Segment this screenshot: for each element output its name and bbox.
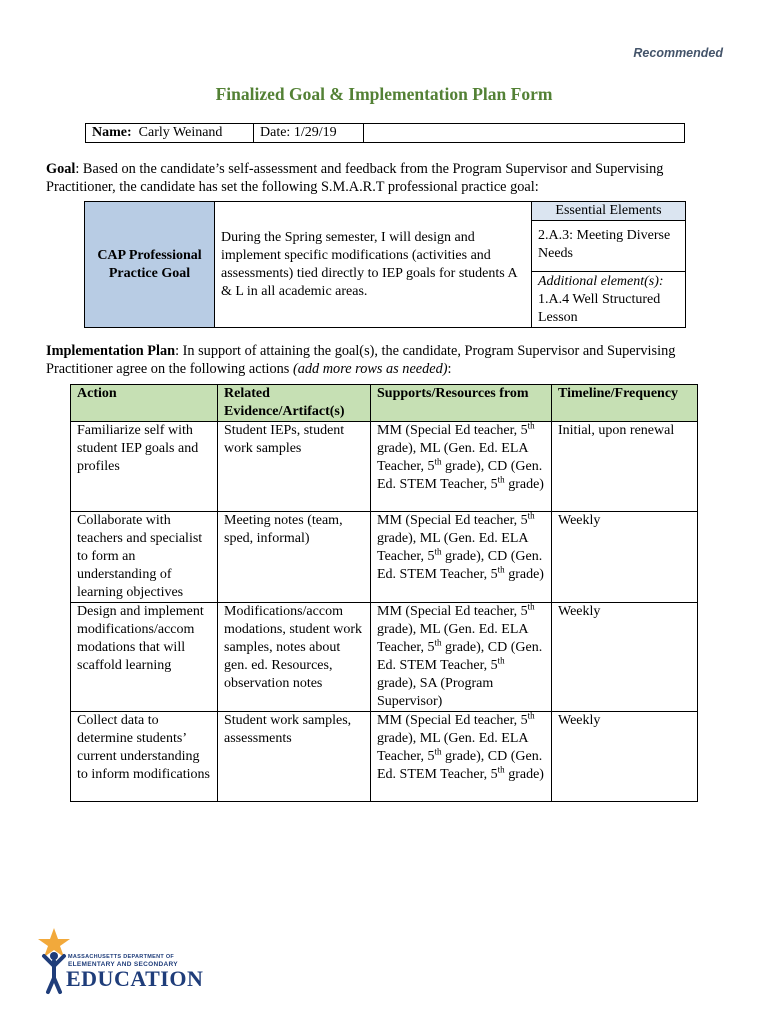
- additional-element-cell: [532, 272, 686, 328]
- date-cell: Date: 1/29/19: [254, 124, 364, 143]
- dese-logo: [36, 926, 206, 996]
- additional-element-value: 1.A.4 Well Structured Lesson: [538, 292, 661, 325]
- row-supports: MM (Special Ed teacher, 5th grade), ML (Gen. Ed. ELA Teacher, 5th grade), CD (Gen. Ed. STEM Teacher, 5th grade): [371, 422, 552, 512]
- essential-element-value: 2.A.3: Meeting Diverse Needs: [532, 221, 686, 272]
- row-timeline: Weekly: [552, 603, 698, 712]
- name-value: Carly Weinand: [138, 125, 223, 140]
- implementation-text: : In support of attaining the goal(s), the candidate, Program Supervisor and Supervising Practitioner agree on the following actions: [46, 343, 676, 377]
- table-row: [71, 512, 698, 603]
- header-timeline: Timeline/Frequency: [552, 385, 698, 422]
- row-action: Collect data to determine students’ current understanding to inform modifications: [71, 712, 218, 802]
- goal-text: : Based on the candidate’s self-assessment and feedback from the Program Supervisor and Supervising Practitioner, the candidate has set the following S.M.A.R.T professional practice goal:: [46, 161, 664, 195]
- essential-elements-header: Essential Elements: [532, 202, 686, 221]
- name-date-table: [85, 123, 685, 143]
- row-evidence: Student work samples, assessments: [218, 712, 371, 802]
- row-supports: MM (Special Ed teacher, 5th grade), ML (Gen. Ed. ELA Teacher, 5th grade), CD (Gen. Ed. STEM Teacher, 5th grade): [371, 712, 552, 802]
- row-action: Collaborate with teachers and specialist to form an understanding of learning objectives: [71, 512, 218, 603]
- row-evidence: Meeting notes (team, sped, informal): [218, 512, 371, 603]
- row-timeline: Weekly: [552, 712, 698, 802]
- implementation-note: (add more rows as needed): [292, 361, 448, 377]
- row-evidence: Student IEPs, student work samples: [218, 422, 371, 512]
- logo-education: EDUCATION: [66, 966, 204, 991]
- header-supports: Supports/Resources from: [371, 385, 552, 422]
- table-row: [71, 422, 698, 512]
- row-timeline: Initial, upon renewal: [552, 422, 698, 512]
- cap-goal-label: CAP Professional Practice Goal: [85, 202, 215, 328]
- implementation-table: [70, 384, 698, 802]
- row-timeline: Weekly: [552, 512, 698, 603]
- goal-paragraph: [46, 160, 726, 196]
- row-evidence: Modifications/accom modations, student work samples, notes about gen. ed. Resources, observation notes: [218, 603, 371, 712]
- header-action: Action: [71, 385, 218, 422]
- table-row: [71, 712, 698, 802]
- goal-label: Goal: [46, 161, 76, 177]
- table-row: [71, 603, 698, 712]
- table-header-row: [71, 385, 698, 422]
- row-action: Familiarize self with student IEP goals and profiles: [71, 422, 218, 512]
- empty-cell: [364, 124, 685, 143]
- row-supports: MM (Special Ed teacher, 5th grade), ML (Gen. Ed. ELA Teacher, 5th grade), CD (Gen. Ed. STEM Teacher, 5th grade), SA (Program Supervisor): [371, 603, 552, 712]
- logo-dept-line1: MASSACHUSETTS DEPARTMENT OF: [68, 954, 175, 960]
- recommended-label: Recommended: [633, 46, 723, 60]
- implementation-text-end: :: [447, 361, 452, 377]
- implementation-label: Implementation Plan: [46, 343, 176, 359]
- logo-dept-line2: ELEMENTARY AND SECONDARY: [68, 961, 178, 968]
- goal-description: During the Spring semester, I will design and implement specific modifications (activities and assessments) tied directly to IEP goals for students A & L in all academic areas.: [215, 202, 532, 328]
- name-cell: Name: Carly Weinand: [86, 124, 254, 143]
- row-supports: MM (Special Ed teacher, 5th grade), ML (Gen. Ed. ELA Teacher, 5th grade), CD (Gen. Ed. STEM Teacher, 5th grade): [371, 512, 552, 603]
- additional-element-label: Additional element(s):: [538, 274, 664, 289]
- implementation-paragraph: [46, 342, 726, 378]
- goal-table: [84, 201, 686, 328]
- name-label: Name: [92, 125, 127, 140]
- header-evidence: Related Evidence/Artifact(s): [218, 385, 371, 422]
- row-action: Design and implement modifications/accom modations that will scaffold learning: [71, 603, 218, 712]
- page-title: Finalized Goal & Implementation Plan Form: [215, 84, 553, 104]
